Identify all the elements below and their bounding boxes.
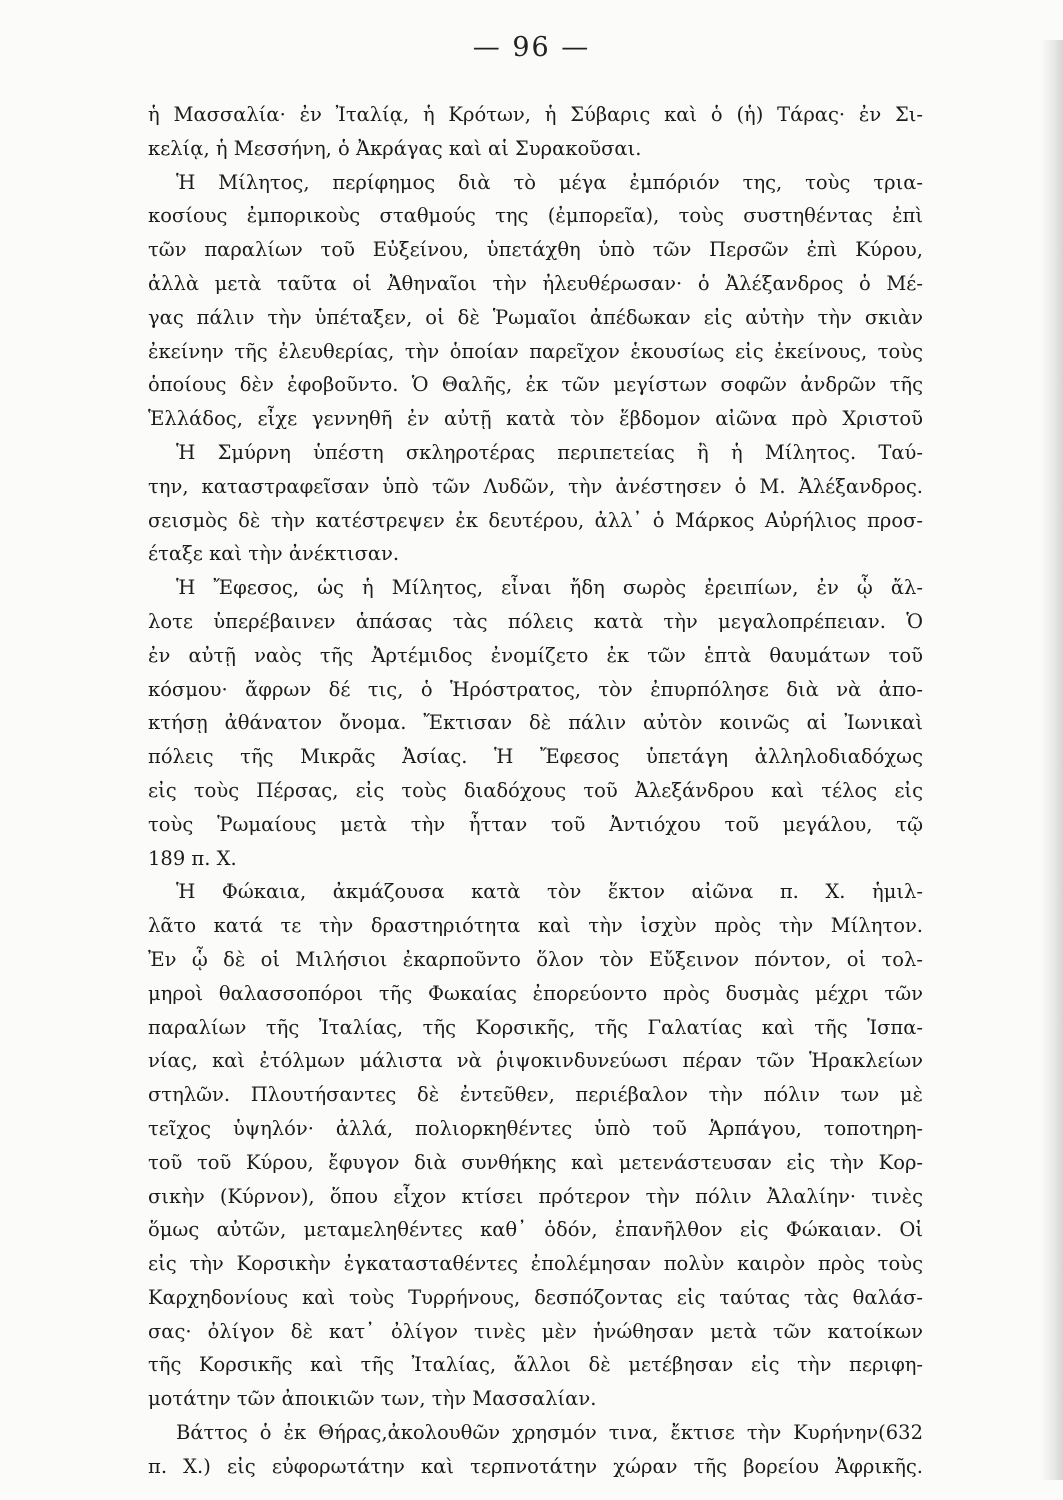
- text-line: ὅμως αὐτῶν, μεταμεληθέντες καθ᾽ ὁδόν, ἐπανῆλθον εἰς Φώκαιαν. Οἱ: [148, 1218, 923, 1242]
- body-text: [148, 98, 923, 1484]
- text-line: Ἡ Σμύρνη ὑπέστη σκληροτέρας περιπετείας ἢ ἡ Μίλητος. Ταύ-: [176, 440, 923, 464]
- text-line: Καρχηδονίους καὶ τοὺς Τυρρήνους, δεσπόζοντας εἰς ταύτας τὰς θαλάσ-: [148, 1285, 923, 1309]
- text-line: ἐκείνην τῆς ἐλευθερίας, τὴν ὁποίαν παρεῖχον ἑκουσίως εἰς ἐκείνους, τοὺς: [148, 339, 923, 363]
- text-line: τοὺς Ῥωμαίους μετὰ τὴν ἧτταν τοῦ Ἀντιόχου τοῦ μεγάλου, τῷ: [148, 812, 923, 836]
- text-line: τοῦ τοῦ Κύρου, ἔφυγον διὰ συνθήκης καὶ μετενάστευσαν εἰς τὴν Κορ-: [148, 1150, 923, 1174]
- text-line: σεισμὸς δὲ τὴν κατέστρεψεν ἐκ δευτέρου, ἀλλ᾽ ὁ Μάρκος Αὐρήλιος προσ-: [148, 508, 923, 532]
- text-line: κτήσῃ ἀθάνατον ὄνομα. Ἔκτισαν δὲ πάλιν αὐτὸν κοινῶς αἱ Ἰωνικαὶ: [148, 711, 923, 735]
- text-line: ἡ Μασσαλία· ἐν Ἰταλίᾳ, ἡ Κρότων, ἡ Σύβαρις καὶ ὁ (ἡ) Τάρας· ἐν Σι-: [148, 103, 923, 126]
- text-line: σικὴν (Κύρνον), ὅπου εἶχον κτίσει πρότερον τὴν πόλιν Ἀλαλίην· τινὲς: [148, 1184, 923, 1208]
- page-number: — 96 —: [472, 32, 591, 63]
- text-line: 189 π. Χ.: [148, 846, 237, 870]
- text-line: κοσίους ἐμπορικοὺς σταθμούς της (ἐμπορεῖα), τοὺς συστηθέντας ἐπὶ: [148, 204, 923, 228]
- text-line: Ἡ Φώκαια, ἀκμάζουσα κατὰ τὸν ἕκτον αἰῶνα π. Χ. ἡμιλ-: [176, 880, 923, 904]
- text-line: λᾶτο κατά τε τὴν δραστηριότητα καὶ τὴν ἰσχὺν πρὸς τὴν Μίλητον.: [148, 914, 923, 938]
- text-line: τῶν παραλίων τοῦ Εὐξείνου, ὑπετάχθη ὑπὸ τῶν Περσῶν ἐπὶ Κύρου,: [148, 238, 923, 262]
- text-line: στηλῶν. Πλουτήσαντες δὲ ἐντεῦθεν, περιέβαλον τὴν πόλιν των μὲ: [148, 1083, 923, 1107]
- text-line: Ἐν ᾧ δὲ οἱ Μιλήσιοι ἐκαρποῦντο ὅλον τὸν Εὔξεινον πόντον, οἱ τολ-: [148, 947, 923, 971]
- text-line: εἰς τὴν Κορσικὴν ἐγκατασταθέντες ἐπολέμησαν πολὺν καιρὸν πρὸς τοὺς: [148, 1252, 923, 1276]
- text-line: πόλεις τῆς Μικρᾶς Ἀσίας. Ἡ Ἔφεσος ὑπετάγη ἀλληλοδιαδόχως: [148, 745, 923, 769]
- text-line: μοτάτην τῶν ἀποικιῶν των, τὴν Μασσαλίαν.: [148, 1387, 597, 1411]
- text-line: μηροὶ θαλασσοπόροι τῆς Φωκαίας ἐπορεύοντο πρὸς δυσμὰς μέχρι τῶν: [148, 981, 923, 1005]
- text-line: τεῖχος ὑψηλόν· ἀλλά, πολιορκηθέντες ὑπὸ τοῦ Ἁρπάγου, τοποτηρη-: [148, 1116, 923, 1140]
- text-line: π. Χ.) εἰς εὐφορωτάτην καὶ τερπνοτάτην χώραν τῆς βορείου Ἀφρικῆς.: [148, 1454, 923, 1478]
- text-line: ὁποίους δὲν ἐφοβοῦντο. Ὁ Θαλῆς, ἐκ τῶν μεγίστων σοφῶν ἀνδρῶν τῆς: [148, 373, 923, 397]
- text-line: κόσμου· ἄφρων δέ τις, ὁ Ἡρόστρατος, τὸν ἐπυρπόλησε διὰ νὰ ἀπο-: [148, 677, 923, 701]
- text-line: ἐν αὐτῇ ναὸς τῆς Ἀρτέμιδος ἐνομίζετο ἐκ τῶν ἑπτὰ θαυμάτων τοῦ: [148, 643, 923, 667]
- text-line: έταξε καὶ τὴν ἀνέκτισαν.: [148, 542, 400, 566]
- text-line: κελίᾳ, ἡ Μεσσήνη, ὁ Ἀκράγας καὶ αἱ Συρακοῦσαι.: [148, 136, 642, 160]
- text-line: σας· ὀλίγον δὲ κατ᾽ ὀλίγον τινὲς μὲν ἡνώθησαν μετὰ τῶν κατοίκων: [148, 1319, 923, 1343]
- text-line: παραλίων τῆς Ἰταλίας, τῆς Κορσικῆς, τῆς Γαλατίας καὶ τῆς Ἱσπα-: [148, 1015, 923, 1039]
- text-line: εἰς τοὺς Πέρσας, εἰς τοὺς διαδόχους τοῦ Ἀλεξάνδρου καὶ τέλος εἰς: [148, 778, 923, 802]
- text-line: ἀλλὰ μετὰ ταῦτα οἱ Ἀθηναῖοι τὴν ἠλευθέρωσαν· ὁ Ἀλέξανδρος ὁ Μέ-: [148, 271, 923, 295]
- page-edge-shadow: [1041, 40, 1063, 1480]
- text-line: γας πάλιν τὴν ὑπέταξεν, οἱ δὲ Ῥωμαῖοι ἀπέδωκαν εἰς αὐτὴν τὴν σκιὰν: [148, 305, 923, 329]
- text-line: Ἡ Μίλητος, περίφημος διὰ τὸ μέγα ἐμπόριόν της, τοὺς τρια-: [176, 170, 923, 194]
- text-line: την, καταστραφεῖσαν ὑπὸ τῶν Λυδῶν, τὴν ἀνέστησεν ὁ Μ. Ἀλέξανδρος.: [148, 474, 923, 498]
- text-line: Ἡ Ἔφεσος, ὡς ἡ Μίλητος, εἶναι ἤδη σωρὸς ἐρειπίων, ἐν ᾧ ἄλ-: [176, 576, 923, 600]
- text-line: τῆς Κορσικῆς καὶ τῆς Ἰταλίας, ἄλλοι δὲ μετέβησαν εἰς τὴν περιφη-: [148, 1353, 923, 1377]
- text-line: λοτε ὑπερέβαινεν ἁπάσας τὰς πόλεις κατὰ τὴν μεγαλοπρέπειαν. Ὁ: [148, 609, 923, 633]
- text-line: νίας, καὶ ἐτόλμων μάλιστα νὰ ῥιψοκινδυνεύωσι πέραν τῶν Ἡρακλείων: [148, 1049, 923, 1073]
- text-line: Βάττος ὁ ἐκ Θήρας,ἀκολουθῶν χρησμόν τινα, ἔκτισε τὴν Κυρήνην(632: [176, 1421, 923, 1445]
- text-line: Ἑλλάδος, εἶχε γεννηθῆ ἐν αὐτῇ κατὰ τὸν ἕβδομον αἰῶνα πρὸ Χριστοῦ: [148, 407, 923, 431]
